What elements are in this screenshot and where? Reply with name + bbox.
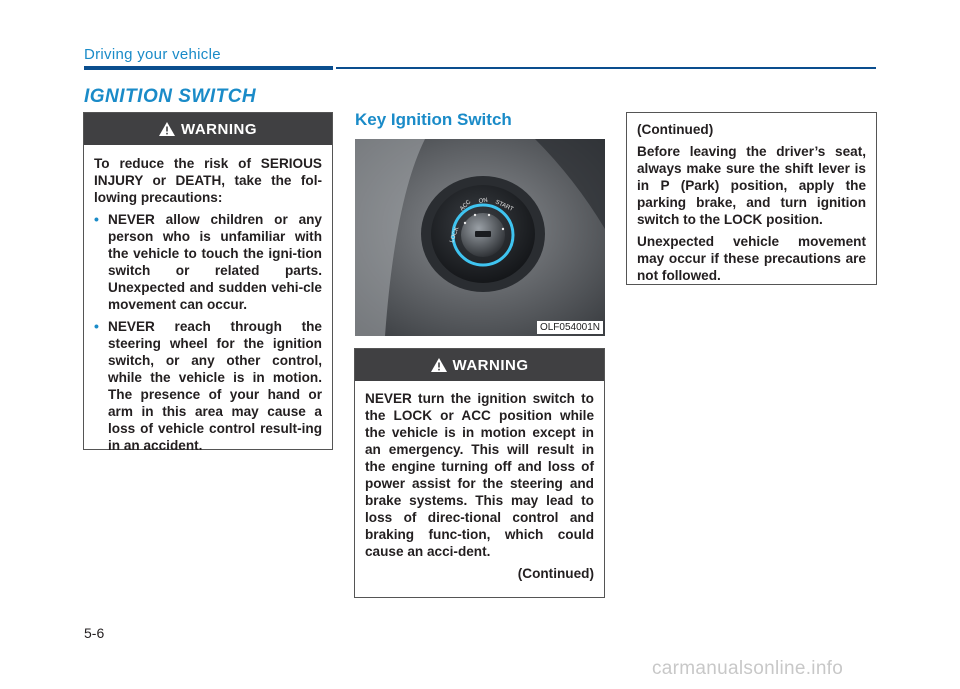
warning-triangle-icon	[431, 358, 447, 372]
ring-label: ACC	[459, 199, 473, 213]
warning-triangle-icon	[159, 122, 175, 136]
ring-label: START	[494, 199, 515, 213]
ignition-switch-photo	[355, 139, 605, 336]
sub-title: Key Ignition Switch	[355, 110, 512, 129]
warning-text: NEVER turn the ignition switch to the LOCK or ACC position while the vehicle is in motion except in an emergency. This will result in the engine turning off and loss of power assist for the steering and brake systems. This may lead to loss of direc-tional control and braking func-tion, which could cause an acci-dent.	[365, 391, 594, 559]
page-title: IGNITION SWITCH	[84, 86, 257, 107]
continued-para-1: Before leaving the driver’s seat, always make sure the shift lever is in P (Park) position, apply the parking brake, and turn ignition switch to the LOCK position.	[637, 144, 866, 227]
warning-label: WARNING	[452, 356, 529, 374]
warning-header	[355, 349, 604, 381]
header-rule-light	[336, 67, 876, 69]
warning-header	[84, 113, 332, 145]
continued-para-2: Unexpected vehicle movement may occur if these precautions are not followed.	[637, 234, 866, 283]
warning-box-children	[83, 112, 333, 453]
bullet-dot-icon: •	[94, 211, 99, 227]
ring-label: LOCK	[449, 226, 461, 244]
continued-body	[627, 113, 876, 297]
warning-bullet	[94, 211, 322, 313]
continued-heading: (Continued)	[637, 122, 714, 137]
ignition-illustration	[355, 139, 605, 336]
warning-label: WARNING	[181, 120, 257, 138]
ring-label: ON	[478, 197, 489, 205]
continued-box	[626, 112, 877, 285]
bullet-text: NEVER allow children or any person who is unfamiliar with the vehicle to touch the igni-tion switch or related parts. Unexpected and sudden vehi-cle movement can occur.	[108, 212, 322, 312]
watermark: carmanualsonline.info	[652, 658, 844, 679]
warning-body	[355, 381, 604, 595]
photo-code: OLF054001N	[537, 321, 603, 334]
bullet-dot-icon: •	[94, 318, 99, 334]
warning-box-ignition	[354, 348, 605, 598]
warning-body	[84, 145, 332, 467]
continued-note: (Continued)	[517, 566, 594, 581]
warning-intro: To reduce the risk of SERIOUS INJURY or DEATH, take the fol-lowing precautions:	[94, 156, 322, 205]
header-rule-dark	[84, 66, 333, 70]
page-number: 5-6	[84, 625, 105, 641]
bullet-text: NEVER reach through the steering wheel for the ignition switch, or any other control, while the vehicle is in motion. The presence of your hand or arm in this area may cause a loss of vehicle control result-ing in an accident.	[108, 319, 322, 453]
section-label: Driving your vehicle	[84, 46, 221, 63]
warning-bullet	[94, 318, 322, 454]
